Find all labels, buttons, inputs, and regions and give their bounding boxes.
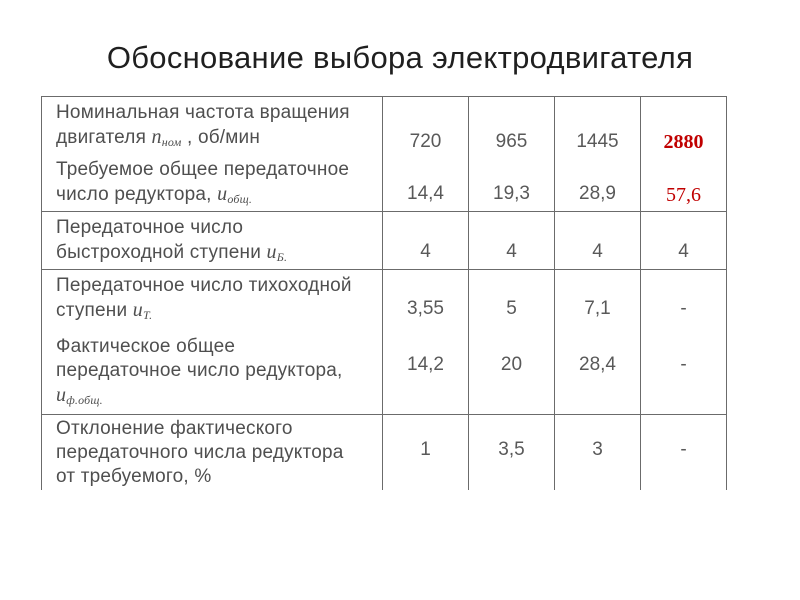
symbol-subscript: Б. <box>276 250 288 264</box>
value-cell <box>469 212 555 270</box>
value-cell <box>555 270 641 415</box>
deviation-value: 3 <box>592 439 603 460</box>
symbol-u: u <box>132 299 143 321</box>
table-row <box>42 270 727 415</box>
value-cell <box>555 212 641 270</box>
label-text: Требуемое общее передаточное <box>56 159 350 180</box>
actual-ratio-value: 14,2 <box>407 354 444 375</box>
ratio-value-selected: 57,6 <box>666 184 701 206</box>
fast-ratio-value: 4 <box>678 241 689 262</box>
symbol-subscript: общ. <box>227 192 253 206</box>
symbol-subscript: ном <box>161 135 182 149</box>
label-text: двигателя <box>56 127 152 148</box>
label-text: Номинальная частота вращения <box>56 102 350 123</box>
speed-value: 1445 <box>576 131 619 152</box>
deviation-value: 3,5 <box>498 439 525 460</box>
slow-ratio-value: 7,1 <box>584 298 611 319</box>
label-text: быстроходной ступени <box>56 242 267 263</box>
symbol-subscript: Т. <box>142 308 153 322</box>
symbol-u: u <box>56 384 67 406</box>
actual-ratio-value: - <box>680 354 687 375</box>
label-text: Передаточное число <box>56 217 244 238</box>
value-cell <box>469 97 555 212</box>
symbol-u: u <box>217 183 228 205</box>
value-cell <box>383 270 469 415</box>
slow-ratio-value: - <box>680 298 687 319</box>
value-cell <box>641 415 727 490</box>
symbol-subscript: ф.общ. <box>66 393 103 407</box>
value-cell <box>641 270 727 415</box>
ratio-value: 14,4 <box>407 183 444 204</box>
row-label-cell <box>42 270 383 415</box>
speed-value: 965 <box>495 131 528 152</box>
label-deviation <box>56 417 382 489</box>
slow-ratio-value: 3,55 <box>407 298 444 319</box>
speed-value-selected: 2880 <box>663 131 704 153</box>
label-text: Фактическое общее <box>56 336 236 357</box>
label-text: , об/мин <box>181 127 261 148</box>
fast-ratio-value: 4 <box>592 241 603 262</box>
label-text: передаточного числа редуктора <box>56 442 344 463</box>
label-text: число редуктора, <box>56 184 218 205</box>
motor-selection-table <box>41 96 727 490</box>
slow-ratio-value: 5 <box>506 298 517 319</box>
table-row <box>42 212 727 270</box>
table-row <box>42 415 727 490</box>
deviation-value: 1 <box>420 439 431 460</box>
fast-ratio-value: 4 <box>420 241 431 262</box>
label-slow-stage <box>56 274 382 327</box>
value-cell <box>469 270 555 415</box>
value-cell <box>383 97 469 212</box>
row-label-cell <box>42 415 383 490</box>
ratio-value: 28,9 <box>579 183 616 204</box>
label-text: Передаточное число тихоходной <box>56 275 352 296</box>
value-cell <box>555 97 641 212</box>
ratio-value: 19,3 <box>493 183 530 204</box>
deviation-value: - <box>680 439 687 460</box>
row-label-cell <box>42 97 383 212</box>
row-label-cell <box>42 212 383 270</box>
symbol-n: n <box>151 126 162 148</box>
label-fast-stage <box>56 216 382 269</box>
label-actual-ratio <box>56 335 382 412</box>
fast-ratio-value: 4 <box>506 241 517 262</box>
label-text: Отклонение фактического <box>56 418 293 439</box>
value-cell <box>383 415 469 490</box>
speed-value: 720 <box>409 131 442 152</box>
value-cell <box>641 212 727 270</box>
actual-ratio-value: 28,4 <box>579 354 616 375</box>
symbol-u: u <box>266 241 277 263</box>
page-title: Обоснование выбора электродвигателя <box>106 40 694 75</box>
label-required-ratio <box>56 158 382 211</box>
value-cell <box>383 212 469 270</box>
value-cell <box>555 415 641 490</box>
label-text: ступени <box>56 300 133 321</box>
value-cell-highlight <box>641 97 727 212</box>
actual-ratio-value: 20 <box>500 354 523 375</box>
label-text: передаточное число редуктора, <box>56 360 343 381</box>
label-text: от требуемого, % <box>56 466 212 487</box>
table-row <box>42 97 727 212</box>
value-cell <box>469 415 555 490</box>
label-nominal-speed <box>56 101 382 154</box>
